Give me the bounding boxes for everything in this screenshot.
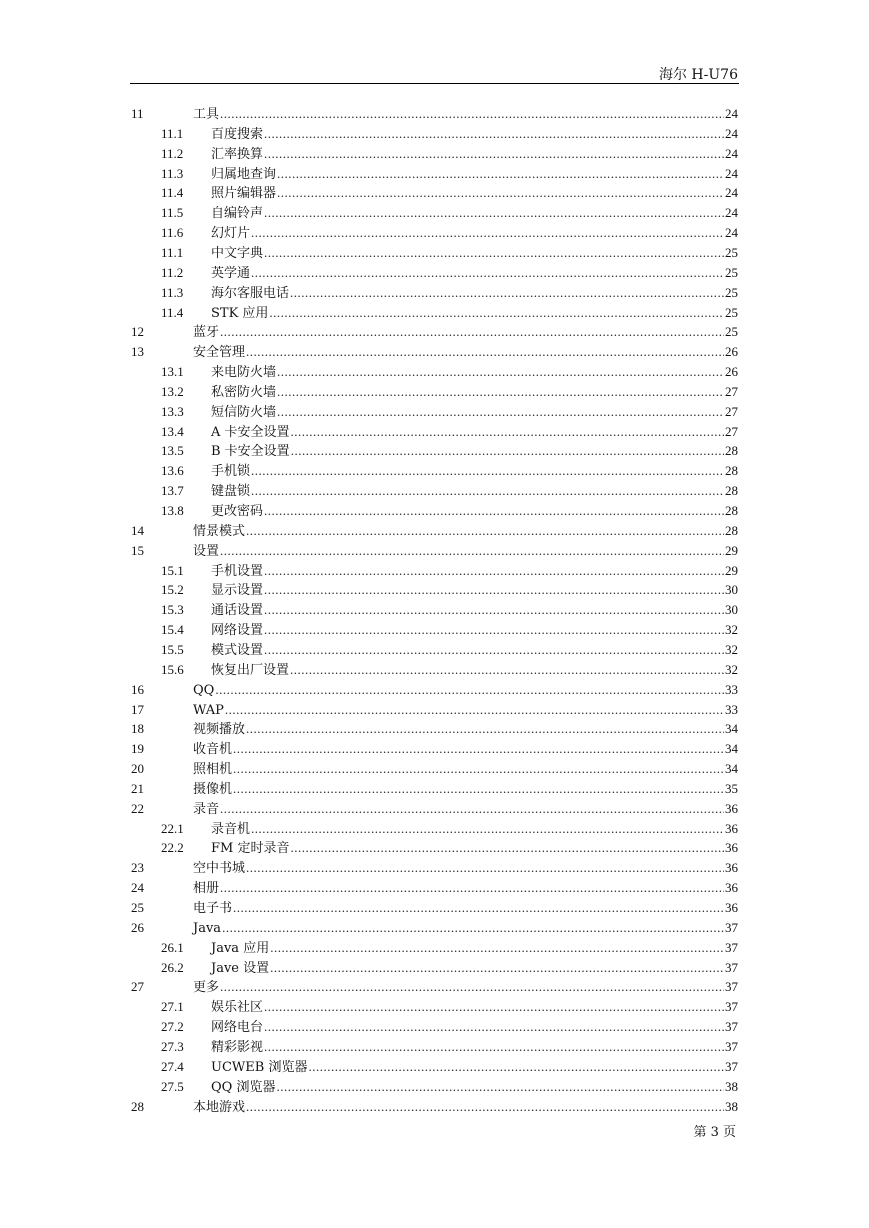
toc-entry-number: 27.4	[161, 1058, 184, 1074]
toc-entry-number: 27.1	[161, 999, 184, 1015]
toc-entry-title: QQ 浏览器	[211, 1079, 276, 1095]
toc-entry-page: 25	[725, 264, 738, 280]
toc-entry-page: 36	[725, 880, 738, 896]
toc-dot-leader	[251, 461, 724, 481]
toc-entry-title: STK 应用	[211, 305, 269, 321]
toc-entry-title: 收音机	[193, 742, 233, 758]
toc-entry-page: 36	[725, 860, 738, 876]
toc-dot-leader	[270, 938, 724, 958]
toc-entry-number: 18	[131, 721, 144, 737]
toc-entry[interactable]	[0, 561, 869, 581]
toc-entry[interactable]	[0, 481, 869, 501]
toc-entry-page: 25	[725, 284, 738, 300]
toc-dot-leader	[251, 223, 724, 243]
toc-entry-page: 24	[725, 205, 738, 221]
toc-entry[interactable]	[0, 1017, 869, 1037]
toc-dot-leader	[264, 501, 724, 521]
toc-entry-title: 视频播放	[193, 722, 246, 738]
toc-entry[interactable]	[0, 918, 869, 938]
toc-dot-leader	[277, 362, 724, 382]
toc-entry-title: 百度搜索	[211, 126, 264, 142]
toc-entry-page: 30	[725, 582, 738, 598]
toc-entry[interactable]	[0, 580, 869, 600]
toc-entry-page: 29	[725, 562, 738, 578]
toc-entry[interactable]	[0, 1057, 869, 1077]
toc-entry-page: 28	[725, 503, 738, 518]
toc-entry-number: 22.2	[161, 840, 184, 856]
toc-entry[interactable]	[0, 719, 869, 739]
toc-entry-title: 键盘锁	[211, 484, 251, 500]
toc-entry-number: 21	[131, 780, 144, 796]
toc-entry-number: 15.2	[161, 582, 184, 598]
document-header-title: 海尔 H-U76	[658, 67, 738, 83]
toc-entry-page: 37	[725, 1058, 738, 1074]
toc-entry[interactable]	[0, 263, 869, 283]
toc-dot-leader	[264, 203, 724, 223]
toc-entry-page: 37	[725, 1038, 738, 1054]
toc-entry-title: 网络电台	[211, 1020, 264, 1036]
toc-entry-number: 11.1	[161, 125, 184, 141]
toc-entry-page: 28	[725, 522, 738, 538]
toc-entry-title: 更多	[193, 980, 220, 996]
toc-entry-title: 蓝牙	[193, 325, 220, 341]
toc-dot-leader	[308, 1057, 724, 1077]
toc-entry-title: 空中书城	[193, 861, 246, 877]
toc-entry-number: 28	[131, 1098, 144, 1114]
toc-entry-title: 幻灯片	[211, 226, 251, 242]
toc-entry-title: 中文字典	[211, 245, 264, 261]
toc-entry-page: 28	[725, 443, 738, 459]
toc-entry[interactable]	[0, 1077, 869, 1097]
toc-entry-title: 手机锁	[211, 464, 251, 480]
toc-entry-page: 24	[725, 165, 738, 181]
toc-entry-page: 24	[725, 225, 738, 241]
toc-entry[interactable]	[0, 799, 869, 819]
toc-entry-title: UCWEB 浏览器	[211, 1059, 308, 1075]
toc-entry-page: 34	[725, 741, 738, 757]
toc-entry-page: 24	[725, 106, 738, 121]
toc-entry-number: 14	[131, 522, 144, 538]
toc-entry-page: 37	[725, 919, 738, 935]
toc-entry-title: FM 定时录音	[211, 841, 290, 857]
toc-entry-title: 录音	[193, 801, 220, 817]
toc-entry-title: 通话设置	[211, 603, 264, 619]
toc-dot-leader	[290, 283, 724, 303]
toc-entry[interactable]	[0, 660, 869, 680]
toc-entry-title: QQ	[193, 682, 215, 698]
toc-dot-leader	[290, 660, 724, 680]
toc-entry-page: 33	[725, 681, 738, 697]
toc-entry-title: 照相机	[193, 762, 233, 778]
toc-entry[interactable]	[0, 382, 869, 402]
toc-entry[interactable]	[0, 223, 869, 243]
toc-dot-leader	[251, 481, 724, 501]
toc-entry-title: A 卡安全设置	[211, 424, 290, 440]
toc-entry[interactable]	[0, 303, 869, 323]
toc-entry[interactable]	[0, 342, 869, 362]
toc-entry[interactable]	[0, 164, 869, 184]
toc-entry-title: 工具	[193, 107, 220, 122]
toc-entry-page: 32	[725, 661, 738, 677]
toc-dot-leader	[246, 858, 724, 878]
toc-entry-title: 摄像机	[193, 781, 233, 797]
toc-entry-title: Jave 设置	[211, 960, 270, 976]
toc-entry-number: 11.5	[161, 205, 184, 221]
toc-entry[interactable]	[0, 144, 869, 164]
toc-entry[interactable]	[0, 283, 869, 303]
toc-entry-page: 36	[725, 800, 738, 816]
toc-entry-page: 24	[725, 185, 738, 201]
toc-entry-number: 26.2	[161, 959, 184, 975]
toc-entry-number: 15.1	[161, 562, 184, 578]
toc-entry-number: 11.4	[161, 185, 184, 201]
toc-dot-leader	[251, 819, 724, 839]
toc-entry[interactable]	[0, 1037, 869, 1057]
toc-entry-number: 13.2	[161, 383, 184, 399]
toc-entry[interactable]	[0, 243, 869, 263]
toc-entry-number: 15.5	[161, 641, 184, 657]
toc-entry[interactable]	[0, 124, 869, 144]
toc-entry-number: 15.6	[161, 661, 184, 677]
toc-entry-number: 11.4	[161, 304, 184, 320]
toc-entry-number: 11.2	[161, 145, 184, 161]
toc-entry-page: 37	[725, 939, 738, 955]
toc-entry-page: 33	[725, 701, 738, 717]
header-rule	[130, 83, 739, 84]
toc-entry-page: 34	[725, 761, 738, 777]
toc-entry-title: Java	[193, 920, 222, 936]
toc-entry-title: 手机设置	[211, 563, 264, 579]
toc-entry-number: 11.3	[161, 284, 184, 300]
toc-entry-page: 28	[725, 483, 738, 499]
toc-dot-leader	[233, 898, 724, 918]
toc-dot-leader	[246, 719, 724, 739]
toc-entry-title: B 卡安全设置	[211, 444, 290, 460]
toc-dot-leader	[220, 104, 724, 124]
toc-entry-page: 26	[725, 364, 738, 380]
toc-entry[interactable]	[0, 779, 869, 799]
toc-entry-title: 照片编辑器	[211, 186, 277, 202]
toc-entry[interactable]	[0, 958, 869, 978]
toc-entry-title: 来电防火墙	[211, 365, 277, 381]
toc-entry-number: 15.3	[161, 602, 184, 618]
toc-entry-page: 28	[725, 463, 738, 479]
toc-entry-number: 26.1	[161, 939, 184, 955]
toc-entry-number: 25	[131, 900, 144, 915]
toc-entry[interactable]	[0, 541, 869, 561]
toc-entry-number: 13.6	[161, 463, 184, 479]
toc-entry-title: 相册	[193, 881, 220, 897]
toc-entry-title: 娱乐社区	[211, 1000, 264, 1016]
toc-entry-page: 36	[725, 820, 738, 836]
toc-entry[interactable]	[0, 322, 869, 342]
toc-entry-page: 26	[725, 344, 738, 360]
toc-dot-leader	[264, 997, 724, 1017]
toc-entry-page: 37	[725, 1019, 738, 1035]
toc-entry-page: 25	[725, 244, 738, 260]
toc-entry[interactable]	[0, 1097, 869, 1117]
toc-entry[interactable]	[0, 104, 869, 124]
toc-entry-page: 35	[725, 780, 738, 796]
toc-entry-number: 11.6	[161, 225, 184, 241]
toc-entry-number: 11	[131, 106, 144, 121]
page-number: 第 3 页	[693, 1125, 736, 1140]
toc-entry[interactable]	[0, 183, 869, 203]
toc-entry-page: 38	[725, 1098, 738, 1114]
toc-entry-number: 17	[131, 701, 144, 717]
toc-entry-number: 27.3	[161, 1038, 184, 1054]
toc-entry[interactable]	[0, 858, 869, 878]
toc-entry-title: 更改密码	[211, 504, 264, 519]
toc-dot-leader	[220, 977, 724, 997]
toc-dot-leader	[269, 303, 724, 323]
toc-entry-page: 24	[725, 145, 738, 161]
toc-dot-leader	[220, 322, 724, 342]
toc-entry-page: 32	[725, 622, 738, 638]
toc-entry-title: 电子书	[193, 901, 233, 916]
toc-entry-title: 本地游戏	[193, 1099, 246, 1115]
toc-dot-leader	[290, 838, 724, 858]
toc-entry-page: 34	[725, 721, 738, 737]
toc-dot-leader	[251, 263, 724, 283]
toc-dot-leader	[277, 382, 724, 402]
toc-dot-leader	[246, 342, 724, 362]
toc-entry-title: 汇率换算	[211, 146, 264, 162]
toc-dot-leader	[215, 680, 724, 700]
toc-entry-number: 12	[131, 324, 144, 340]
toc-dot-leader	[220, 878, 724, 898]
toc-entry-number: 11.1	[161, 244, 184, 260]
toc-dot-leader	[291, 422, 724, 442]
toc-entry-page: 37	[725, 979, 738, 995]
toc-entry[interactable]	[0, 680, 869, 700]
toc-entry-number: 13	[131, 344, 144, 360]
toc-dot-leader	[277, 183, 724, 203]
toc-entry-title: Java 应用	[211, 940, 270, 956]
toc-dot-leader	[277, 402, 724, 422]
toc-dot-leader	[264, 124, 724, 144]
toc-entry-title: 私密防火墙	[211, 384, 277, 400]
toc-entry-number: 22	[131, 800, 144, 816]
toc-dot-leader	[264, 620, 724, 640]
toc-entry-title: 海尔客服电话	[211, 285, 290, 301]
toc-entry-number: 13.5	[161, 443, 184, 459]
toc-entry-page: 36	[725, 840, 738, 856]
toc-entry[interactable]	[0, 977, 869, 997]
toc-dot-leader	[264, 561, 724, 581]
toc-entry[interactable]	[0, 422, 869, 442]
toc-dot-leader	[276, 1077, 724, 1097]
toc-entry-number: 16	[131, 681, 144, 697]
toc-entry-number: 27.5	[161, 1078, 184, 1094]
toc-entry-title: 显示设置	[211, 583, 264, 599]
toc-entry-page: 25	[725, 304, 738, 320]
toc-dot-leader	[264, 1017, 724, 1037]
toc-entry[interactable]	[0, 402, 869, 422]
toc-entry-number: 23	[131, 860, 144, 876]
toc-entry[interactable]	[0, 700, 869, 720]
toc-entry[interactable]	[0, 600, 869, 620]
toc-entry-title: 设置	[193, 543, 220, 559]
toc-entry-title: 安全管理	[193, 345, 246, 361]
toc-dot-leader	[225, 700, 724, 720]
toc-dot-leader	[264, 640, 724, 660]
toc-entry[interactable]	[0, 501, 869, 521]
toc-dot-leader	[220, 799, 724, 819]
toc-entry-title: 录音机	[211, 821, 251, 837]
toc-entry-page: 24	[725, 125, 738, 141]
toc-entry-number: 13.3	[161, 403, 184, 419]
toc-entry-number: 27	[131, 979, 144, 995]
toc-entry-number: 13.8	[161, 503, 184, 518]
toc-dot-leader	[291, 441, 724, 461]
toc-entry[interactable]	[0, 441, 869, 461]
toc-entry[interactable]	[0, 997, 869, 1017]
toc-dot-leader	[270, 958, 724, 978]
toc-dot-leader	[222, 918, 724, 938]
toc-entry-title: 精彩影视	[211, 1039, 264, 1055]
toc-entry-title: 英学通	[211, 265, 251, 281]
toc-entry-page: 27	[725, 383, 738, 399]
toc-entry-title: 归属地查询	[211, 166, 277, 182]
toc-entry-title: 自编铃声	[211, 206, 264, 222]
toc-entry[interactable]	[0, 838, 869, 858]
toc-dot-leader	[233, 739, 724, 759]
toc-entry-title: 短信防火墙	[211, 404, 277, 420]
toc-entry[interactable]	[0, 640, 869, 660]
toc-entry-page: 32	[725, 641, 738, 657]
toc-dot-leader	[246, 521, 724, 541]
toc-dot-leader	[264, 1037, 724, 1057]
toc-entry-page: 37	[725, 959, 738, 975]
toc-dot-leader	[264, 243, 724, 263]
toc-entry-number: 27.2	[161, 1019, 184, 1035]
toc-entry-title: 情景模式	[193, 523, 246, 539]
toc-dot-leader	[264, 144, 724, 164]
toc-entry-number: 26	[131, 919, 144, 935]
toc-entry-number: 15	[131, 542, 144, 558]
toc-entry-number: 13.7	[161, 483, 184, 499]
toc-entry-title: WAP	[193, 702, 224, 718]
toc-entry[interactable]	[0, 521, 869, 541]
toc-entry-page: 36	[725, 900, 738, 915]
toc-entry-title: 网络设置	[211, 623, 264, 639]
toc-dot-leader	[233, 779, 724, 799]
toc-dot-leader	[246, 1097, 724, 1117]
toc-entry[interactable]	[0, 620, 869, 640]
toc-dot-leader	[220, 541, 724, 561]
toc-entry-number: 24	[131, 880, 144, 896]
toc-entry-number: 13.4	[161, 423, 184, 439]
toc-dot-leader	[233, 759, 724, 779]
toc-entry-page: 38	[725, 1078, 738, 1094]
toc-dot-leader	[277, 164, 724, 184]
toc-entry[interactable]	[0, 362, 869, 382]
toc-entry-number: 13.1	[161, 364, 184, 380]
toc-entry-page: 37	[725, 999, 738, 1015]
toc-entry-number: 11.3	[161, 165, 184, 181]
toc-entry[interactable]	[0, 203, 869, 223]
toc-entry[interactable]	[0, 878, 869, 898]
toc-entry-page: 27	[725, 403, 738, 419]
toc-entry-page: 25	[725, 324, 738, 340]
toc-entry-page: 29	[725, 542, 738, 558]
toc-entry[interactable]	[0, 739, 869, 759]
toc-entry-number: 22.1	[161, 820, 184, 836]
toc-entry[interactable]	[0, 938, 869, 958]
toc-entry[interactable]	[0, 819, 869, 839]
toc-entry-number: 15.4	[161, 622, 184, 638]
toc-entry-title: 模式设置	[211, 642, 264, 658]
toc-entry[interactable]	[0, 759, 869, 779]
toc-entry[interactable]	[0, 461, 869, 481]
toc-dot-leader	[264, 600, 724, 620]
toc-entry-number: 19	[131, 741, 144, 757]
toc-entry-number: 20	[131, 761, 144, 777]
toc-entry-page: 27	[725, 423, 738, 439]
toc-entry[interactable]	[0, 898, 869, 918]
toc-entry-number: 11.2	[161, 264, 184, 280]
toc-dot-leader	[264, 580, 724, 600]
toc-entry-page: 30	[725, 602, 738, 618]
toc-entry-title: 恢复出厂设置	[211, 662, 290, 678]
